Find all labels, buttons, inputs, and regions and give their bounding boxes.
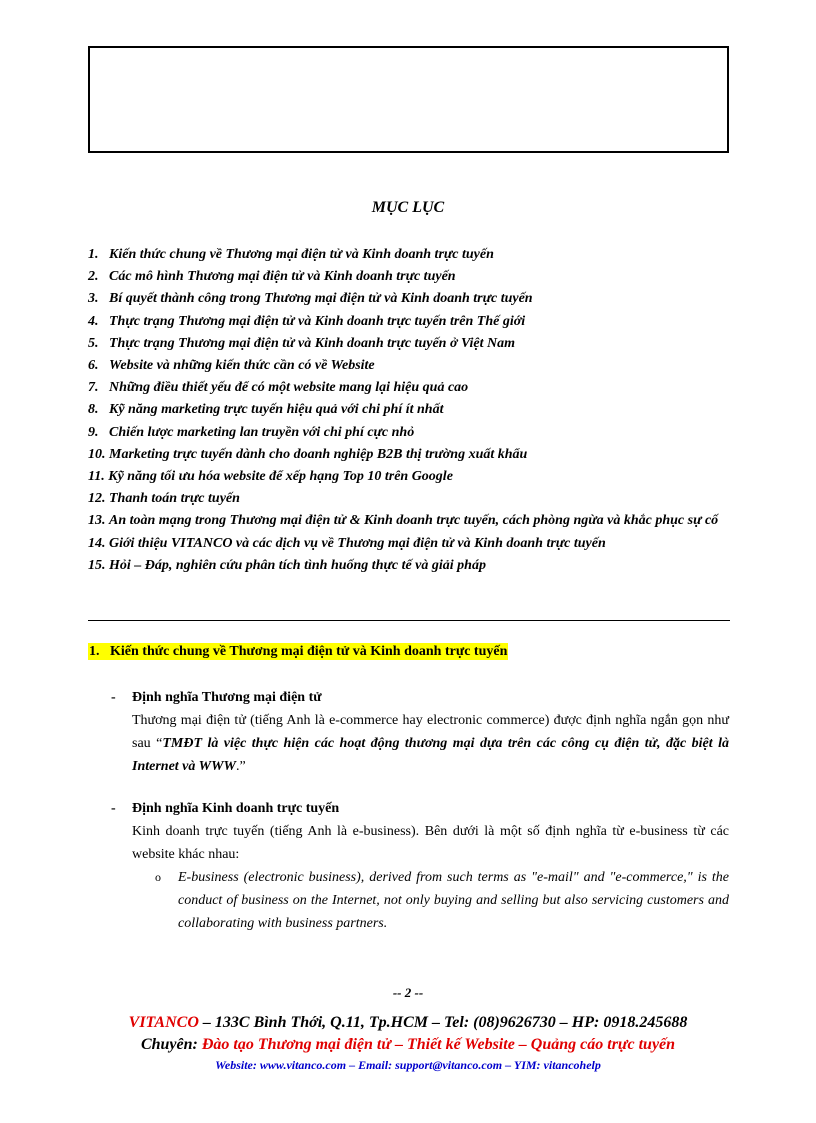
toc-item-text: An toàn mạng trong Thương mại điện tử & Kinh doanh trực tuyến, cách phòng ngừa và khắc phục sự cố: [109, 513, 719, 529]
toc-title: MỤC LỤC: [371, 199, 445, 216]
toc-item-number: 6.: [88, 358, 99, 374]
page-number: -- 2 --: [392, 985, 424, 1000]
toc-item-text: Bí quyết thành công trong Thương mại điện tử và Kinh doanh trực tuyến: [109, 291, 533, 307]
toc-item[interactable]: [88, 377, 730, 399]
header-box: [88, 46, 729, 153]
toc-item-number: 7.: [88, 380, 99, 396]
toc-item-text: Hỏi – Đáp, nghiên cứu phân tích tình huống thực tế và giải pháp: [109, 557, 486, 573]
toc-item[interactable]: [88, 311, 730, 333]
circle-bullet: o: [155, 870, 161, 884]
ebusiness-quote: E-business (electronic business), derived from such terms as "e-mail" and "e-commerce," is the conduct of business on the Internet, not only buying and selling but also servicing customers and collaborating with business partners.: [178, 870, 729, 931]
definition-text: Thương mại điện tử (tiếng Anh là e-commerce hay electronic commerce) được định nghĩa ngắn gọn như sau “: [132, 713, 729, 751]
toc-item-number: 3.: [88, 291, 99, 307]
toc-item-number: 8.: [88, 402, 99, 418]
quote-list-item: [155, 866, 729, 935]
toc-item[interactable]: [88, 422, 730, 444]
definition-ebusiness: [111, 797, 729, 935]
definition-ecommerce: [111, 686, 729, 778]
definition-quote: TMĐT là việc thực hiện các hoạt động thương mại dựa trên các công cụ điện tử, đặc biệt là Internet và WWW: [132, 736, 729, 774]
toc-item[interactable]: [88, 444, 730, 466]
definition-text-end: .”: [235, 759, 246, 774]
toc-item-number: 13.: [88, 513, 106, 529]
definition-body: Kinh doanh trực tuyến (tiếng Anh là e-business). Bên dưới là một số định nghĩa từ e-business từ các website khác nhau:: [132, 824, 729, 862]
section-divider: [88, 620, 730, 621]
toc-item[interactable]: [88, 288, 730, 310]
footer-specialty-line: [0, 1036, 816, 1054]
footer-spec-text: Đào tạo Thương mại điện tử – Thiết kế Website – Quảng cáo trực tuyến: [201, 1036, 676, 1053]
toc-item-text: Kỹ năng marketing trực tuyến hiệu quả với chi phí ít nhất: [109, 402, 444, 418]
toc-item-text: Giới thiệu VITANCO và các dịch vụ về Thương mại điện tử và Kinh doanh trực tuyến: [109, 535, 606, 551]
section-number: 1.: [89, 644, 100, 659]
toc-item-number: 1.: [88, 247, 99, 262]
dash-bullet: -: [111, 801, 116, 816]
toc-item-text: Kỹ năng tối ưu hóa website để xếp hạng Top 10 trên Google: [108, 469, 453, 485]
toc-item-text: Những điều thiết yếu để có một website mang lại hiệu quả cao: [109, 380, 469, 396]
toc-item[interactable]: [88, 555, 730, 577]
toc-item-text: Thực trạng Thương mại điện tử và Kinh doanh trực tuyến trên Thế giới: [109, 313, 526, 329]
toc-item-number: 10.: [88, 446, 106, 462]
toc-item-number: 4.: [88, 313, 99, 329]
footer-spec-label: Chuyên:: [140, 1036, 202, 1053]
toc-item[interactable]: [88, 333, 730, 355]
toc-item-number: 12.: [88, 491, 106, 507]
toc-item[interactable]: [88, 510, 730, 532]
toc-item-text: Website và những kiến thức cần có về Website: [109, 358, 375, 374]
toc-item-number: 9.: [88, 424, 99, 440]
footer-contact-line[interactable]: Website: www.vitanco.com – Email: support@vitanco.com – YIM: vitancohelp: [215, 1058, 601, 1072]
toc-item-text: Thực trạng Thương mại điện tử và Kinh doanh trực tuyến ở Việt Nam: [109, 335, 516, 351]
toc-item-number: 2.: [88, 269, 99, 285]
section-title: Kiến thức chung về Thương mại điện tử và Kinh doanh trực tuyến: [110, 644, 508, 659]
toc-item[interactable]: [88, 399, 730, 421]
footer-brand: VITANCO: [128, 1014, 199, 1031]
definition-heading: Định nghĩa Kinh doanh trực tuyến: [132, 801, 340, 816]
table-of-contents: [88, 244, 730, 577]
section-heading: [88, 644, 508, 660]
dash-bullet: -: [111, 690, 116, 705]
toc-item[interactable]: [88, 244, 730, 266]
toc-item[interactable]: [88, 466, 730, 488]
footer-address: – 133C Bình Thới, Q.11, Tp.HCM – Tel: (08)9626730 – HP: 0918.245688: [198, 1014, 688, 1031]
toc-item-text: Kiến thức chung về Thương mại điện tử và Kinh doanh trực tuyến: [109, 247, 494, 262]
toc-item[interactable]: [88, 266, 730, 288]
toc-item-number: 15.: [88, 557, 106, 573]
toc-item[interactable]: [88, 533, 730, 555]
toc-item-text: Các mô hình Thương mại điện tử và Kinh doanh trực tuyến: [109, 269, 456, 285]
toc-item-number: 14.: [88, 535, 106, 551]
footer-address-line: [0, 1014, 816, 1032]
toc-item[interactable]: [88, 355, 730, 377]
toc-item-text: Chiến lược marketing lan truyền với chi phí cực nhỏ: [109, 424, 415, 440]
toc-item-text: Thanh toán trực tuyến: [109, 491, 240, 507]
toc-item-number: 5.: [88, 335, 99, 351]
definition-body: [132, 709, 729, 778]
definition-heading: Định nghĩa Thương mại điện tử: [132, 690, 322, 705]
toc-item[interactable]: [88, 488, 730, 510]
toc-item-text: Marketing trực tuyến dành cho doanh nghiệp B2B thị trường xuất khẩu: [109, 446, 528, 462]
section-heading-highlight: [88, 643, 508, 660]
toc-item-number: 11.: [88, 469, 105, 485]
